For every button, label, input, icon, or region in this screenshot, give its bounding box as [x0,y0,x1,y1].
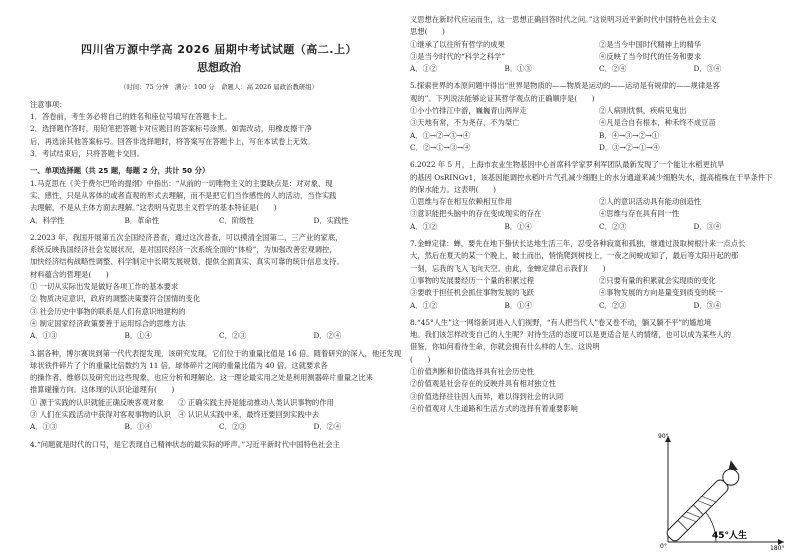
q6-options [410,221,788,233]
q3-stem: 的操作者、维修以及研究出这些现象，也应分析和理解论。这一理论最实用之处是利用测器碎片重量之比来 [30,373,373,383]
q5-options [410,142,788,154]
option-c[interactable]: C．②③ [599,221,627,231]
option-b[interactable]: B．①③ [504,64,532,74]
notice-item: 3．考试结束后，只将答题卡交回。 [30,149,145,159]
q8-stem: 借鉴，你如何看待生命，你就会拥有什么样的人生。这说明 [410,342,600,352]
q4-options [410,63,788,75]
option-d[interactable]: D．实践性 [313,215,349,225]
q4-item: ④反映了当今时代的任务和要求 [599,51,702,61]
q4-item: ③是当今时代的“科学之科学” [410,51,506,61]
option-c[interactable]: C．②④ [599,64,627,74]
option-c[interactable]: C．②③ [219,422,247,432]
q7-item: ②只要有量的积累就会实现质的变化 [599,275,716,285]
notice-item: 1．答卷前，考生务必将自己的姓名和座位号填写在答题卡上。 [30,112,232,122]
option-d[interactable]: D．②④ [313,422,342,432]
q5-item: ①小小竹排江中游，巍巍青山两岸走 [410,106,527,116]
q1-stem: 去理解，不是从主体方面去理解。”这表明马克思主义哲学的基本特征是( ) [30,203,277,213]
q8-item: ③价值选择往往因人而异，难以得到社会的认同 [410,391,564,401]
q4-stem-cont: 思想( ) [410,27,445,37]
option-b[interactable]: B．①④ [124,331,152,341]
right-column [410,14,788,415]
q5-item: ②人病则忧惧，疾病见鬼出 [599,106,687,116]
option-a[interactable]: A．①② [410,221,438,231]
q2-options [30,330,408,342]
q2-item: ④ 制定国家经济政策要善于运用综合的思维方法 [30,318,186,328]
q5-items-row [410,117,788,129]
q5-item: ④凡是合自有根本，种禾终不成豆苗 [599,118,716,128]
q4-item: ②是当今中国时代精神上的精华 [599,39,702,49]
angle-top-label: 90° [658,433,669,440]
q3-item: ③ 人们在实践活动中获得对客观事物的认识 ④ 认识从实践中来，最终还要回到实践中去 [30,410,320,420]
q7-stem: 大，然后在夏天的某一个晚上，破土而出，悄悄爬到树枝上，一夜之间蜕成知了，最后等太阳升起的那 [410,251,739,261]
option-a[interactable]: A．①② [410,64,438,74]
q7-stem: 7.金蝉定律：蝉，要先在地下蛰伏长达地生活三年，忍受各种寂寞和孤独，继通过汲取树根汁来一点点长 [410,239,746,249]
q5-options [410,130,788,142]
option-a[interactable]: A．科学性 [30,215,65,225]
q5-item: ③天地有常，不为尧存，不为桀亡 [410,118,520,128]
notice-item: 2．选择题作答时，用铅笔把答题卡对应题目的答案标号涂黑。如需改动，用橡皮擦干净 [30,124,312,134]
option-b[interactable]: B．①④ [504,221,532,231]
option-d[interactable]: D．②④ [313,331,342,341]
q1-stem: 实、感性，只是从客体的或者直观的形式去理解，而不是把它们当作感性的人的活动，当作实践 [30,190,337,200]
q1-options [30,215,408,227]
q7-options [410,300,788,312]
option-a[interactable]: A．①→②→③→④ [410,130,471,140]
notice-heading: 注意事项： [30,99,67,109]
q2-stem: 材料蕴含的哲理是( ) [30,269,109,279]
notice-item: 后，再选涂其他答案标号。回答非选择题时，将答案写在答题卡上，写在本试卷上无效。 [30,136,315,146]
q8-stem: ( ) [410,354,431,364]
q6-item: ④思维与存在具有同一性 [599,209,680,219]
q6-items-row [410,208,788,220]
q5-items-row [410,105,788,117]
q8-item: ②价值观是社会存在的反映并具有相对独立性 [410,379,556,389]
option-d[interactable]: D．③④ [693,300,722,310]
q3-stem: 推算碰撞方向。这体现的认识论道理有( ) [30,385,175,395]
q2-item: ② 物质决定意识，政府的调整决策要符合国情的变化 [30,294,201,304]
q2-item: ③ 社会历史中事物的联系是人们有意识地建构的 [30,306,186,316]
q3-stem: 球状铁件碎片了个的重量比倍数约为 11 倍，球体碎片之间的重量比值为 40 倍，这就要求各 [30,360,328,370]
option-b[interactable]: B．①④ [504,300,532,310]
q6-item: ②人的意识活动具有能动创造性 [599,197,702,207]
q8-item: ①价值判断和价值选择具有社会历史性 [410,367,535,377]
q3-stem: 3.据各种，博尔赛说到第一代代表提发现，该研究发现，它们位于的重量比值是 16 倍。随着研究的深入，他还发现 [30,348,402,358]
subject-title: 思想政治 [197,61,241,75]
angle-origin-label: 0° [660,543,667,550]
option-d[interactable]: D．③④ [693,64,722,74]
angle-right-label: 180° [770,545,785,550]
q7-items-row [410,287,788,299]
q3-options [30,421,408,433]
section-heading: 一、单项选择题（共 25 题，每题 2 分，共计 50 分） [30,166,210,176]
q2-stem: 加快经济结构战略性调整、科学制定中长期发展规划，提供全面真实、真实可靠的统计信息支持。 [30,257,344,267]
exam-meta: （时间：75 分钟 满分：100 分 命题人：高 2026 届政治教研组） [119,82,319,91]
option-c[interactable]: C．②③ [599,300,627,310]
q8-stem: 地。我们该怎样改变自己的人生呢？对待生活的态度可以是更适合是人的情绪，也可以成为某些人的 [410,330,732,340]
option-a[interactable]: A．①③ [30,331,58,341]
q4-stem: 4.“问题就是时代的口号，是它表现自己精神状态的最实际的呼声。”习近平新时代中国特色社会主 [30,439,340,449]
q6-item: ①思维与存在相互依赖相互作用 [410,197,513,207]
option-b[interactable]: B．革命性 [124,215,160,225]
left-column [30,44,408,451]
q7-item: ①事物的发展要经历一个量的积累过程 [410,275,535,285]
option-c[interactable]: C．阶级性 [219,215,254,225]
figure-45-degree-life [658,430,788,550]
q6-stem: 的保水能力。这表明( ) [410,184,496,194]
q7-items-row [410,275,788,287]
q6-stem: 6.2022 年 5 月，上海市农业生物基因中心首席科学家罗利军团队最新发现了一个能让水稻更抗旱 [410,160,725,170]
q2-stem: 系统反映我国经济社会发展状况，是对国民经济一次系统全面的“体检”，为加强改善宏观调控， [30,245,337,255]
q4-item: ①继承了以往所有哲学的成果 [410,39,505,49]
q7-stem: 一刻，忘我的飞入飞向天空。由此，金蝉定律启示我们( ) [410,263,606,273]
figure-svg [658,430,788,550]
q2-item: ① 一切从实际出发是做好各项工作的基本要求 [30,282,179,292]
option-a[interactable]: A．①② [410,300,438,310]
q4-items-row [410,51,788,63]
option-b[interactable]: B．④→③→②→① [599,130,660,140]
q5-stem: 5.探索世界的本原问题中得出“世界是物质的——物质是运动的——运动是有规律的——规律是客 [410,81,720,91]
option-d[interactable]: D．③→②→①→④ [599,142,660,152]
q8-stem: 8.“45°人生”这一网络新词进入人们视野，“有人把当代人”卷又卷不动，躺又躺不平”的尴尬境 [410,317,712,327]
q7-item: ④事物发展的方向是量变到质变的统一 [599,288,724,298]
q6-items-row [410,196,788,208]
q1-stem: 1.马克思在《关于费尔巴哈的提纲》中指出：“从前的一切唯物主义的主要缺点是：对对象、现 [30,178,333,188]
q7-item: ③要敢于担任机会抓住事物发展的飞跃 [410,288,535,298]
q2-stem: 2.2023 年，我国开展第五次全国经济普查，通过这次普查，可以摸清全国第二、三产业的家底， [30,232,343,242]
q4-items-row [410,39,788,51]
q6-stem: 的基因 OsRINGv1，该基因能调控水稻叶片气孔减少细胞上的水分通道来减少细胞失水，提高植株在干旱条件下 [410,172,773,182]
q8-item: ④价值观对人生道路和生活方式的选择有着重要影响 [410,403,578,413]
option-a[interactable]: A．①③ [30,422,58,432]
q3-item: ① 源于实践的认识就能正确反映客观对象 ② 正确实践主持是能动推动人类认识事物的作用 [30,397,334,407]
q4-stem-cont: 义思想在新时代应运而生，这一思想正确回答时代之问。”这说明习近平新时代中国特色社会主义 [410,15,717,24]
exam-title: 四川省万源中学高 2026 届期中考试试题（高二.上） [81,43,357,56]
figure-caption: 45°人生 [712,531,748,541]
q5-stem: 观的”。下列说法能够论证其哲学观点的正确顺序是( ) [410,93,595,103]
option-d[interactable]: D．③④ [693,221,722,231]
option-b[interactable]: B．①④ [124,422,152,432]
option-c[interactable]: C．②③ [219,331,247,341]
option-c[interactable]: C．②→①→③→④ [410,142,471,152]
q6-item: ③意识能把头脑中的存在变成现实的存在 [410,209,542,219]
